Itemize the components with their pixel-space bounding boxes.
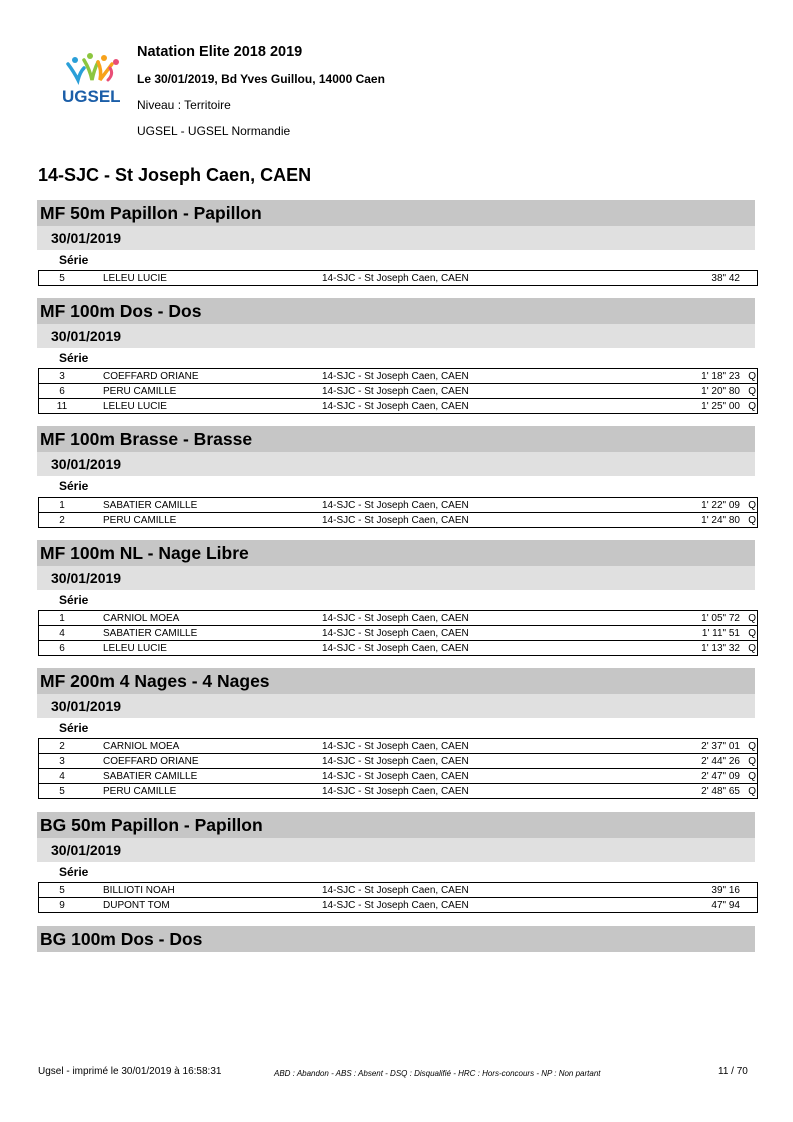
time: 2' 48" 65 — [701, 785, 740, 797]
place: 11 — [56, 400, 68, 412]
serie-label: Série — [59, 479, 89, 493]
swimmer-name: LELEU LUCIE — [103, 272, 167, 284]
club: 14-SJC - St Joseph Caen, CAEN — [322, 785, 469, 797]
results-table — [38, 882, 758, 913]
table-row — [39, 784, 758, 799]
table-row — [39, 769, 758, 784]
place: 1 — [59, 499, 65, 511]
qualified — [740, 898, 758, 913]
qualified: Q — [740, 611, 758, 626]
event-title: MF 200m 4 Nages - 4 Nages — [37, 668, 755, 694]
swimmer-name: PERU CAMILLE — [103, 384, 322, 399]
time: 2' 37" 01 — [656, 739, 740, 754]
event-title: BG 100m Dos - Dos — [37, 926, 755, 952]
qualified: Q — [748, 785, 756, 797]
club: 14-SJC - St Joseph Caen, CAEN — [322, 400, 469, 412]
print-info: Ugsel - imprimé le 30/01/2019 à 16:58:31 — [38, 1066, 222, 1077]
meet-organisation: UGSEL - UGSEL Normandie — [137, 124, 291, 138]
place: 2 — [59, 740, 65, 752]
club: 14-SJC - St Joseph Caen, CAEN — [322, 883, 656, 898]
swimmer-name: SABATIER CAMILLE — [103, 626, 322, 641]
swimmer-name: SABATIER CAMILLE — [103, 769, 322, 784]
time: 1' 25" 00 — [701, 400, 740, 412]
time: 1' 05" 72 — [656, 611, 740, 626]
results-table — [38, 368, 758, 414]
results-table — [38, 610, 758, 656]
time: 47" 94 — [711, 899, 740, 911]
legend: ABD : Abandon - ABS : Absent - DSQ : Disqualifié - HRC : Hors-concours - NP : Non partant — [274, 1069, 601, 1078]
qualified: Q — [748, 400, 756, 412]
serie-label: Série — [59, 865, 89, 879]
ugsel-logo — [60, 50, 130, 106]
qualified: Q — [740, 384, 758, 399]
event-date: 30/01/2019 — [37, 694, 755, 718]
event-date: 30/01/2019 — [37, 566, 755, 590]
event-date: 30/01/2019 — [37, 452, 755, 476]
place: 5 — [59, 272, 65, 284]
event-date: 30/01/2019 — [37, 226, 755, 250]
time: 38" 42 — [711, 272, 740, 284]
table-row — [39, 513, 758, 528]
place: 5 — [59, 785, 65, 797]
club: 14-SJC - St Joseph Caen, CAEN — [322, 498, 656, 513]
table-row — [39, 271, 758, 286]
swimmer-name: COEFFARD ORIANE — [103, 369, 322, 384]
serie-label: Série — [59, 593, 89, 607]
time: 2' 44" 26 — [656, 754, 740, 769]
swimmer-name: LELEU LUCIE — [103, 642, 167, 654]
club: 14-SJC - St Joseph Caen, CAEN — [322, 369, 656, 384]
club: 14-SJC - St Joseph Caen, CAEN — [322, 769, 656, 784]
event-title: MF 50m Papillon - Papillon — [37, 200, 755, 226]
place: 4 — [59, 770, 65, 782]
time: 39" 16 — [656, 883, 740, 898]
place: 5 — [59, 884, 65, 896]
table-row — [39, 898, 758, 913]
place: 4 — [59, 627, 65, 639]
results-table — [38, 497, 758, 528]
serie-label: Série — [59, 253, 89, 267]
place: 6 — [59, 642, 65, 654]
page-number: 11 / 70 — [718, 1066, 748, 1077]
table-row — [39, 611, 758, 626]
event-date: 30/01/2019 — [37, 838, 755, 862]
club: 14-SJC - St Joseph Caen, CAEN — [322, 514, 469, 526]
swimmer-name: SABATIER CAMILLE — [103, 498, 322, 513]
qualified: Q — [740, 769, 758, 784]
swimmer-name: CARNIOL MOEA — [103, 611, 322, 626]
place: 3 — [59, 755, 65, 767]
club: 14-SJC - St Joseph Caen, CAEN — [322, 899, 469, 911]
swimmer-name: BILLIOTI NOAH — [103, 883, 322, 898]
table-row — [39, 369, 758, 384]
swimmer-name: PERU CAMILLE — [103, 514, 177, 526]
place: 6 — [59, 385, 65, 397]
table-row — [39, 626, 758, 641]
time: 1' 13" 32 — [701, 642, 740, 654]
swimmer-name: PERU CAMILLE — [103, 785, 177, 797]
time: 1' 24" 80 — [701, 514, 740, 526]
club: 14-SJC - St Joseph Caen, CAEN — [322, 642, 469, 654]
meet-title: Natation Elite 2018 2019 — [137, 44, 303, 60]
time: 1' 11" 51 — [656, 626, 740, 641]
meet-date-place: Le 30/01/2019, Bd Yves Guillou, 14000 Caen — [137, 72, 385, 86]
results-table — [38, 738, 758, 799]
qualified: Q — [740, 626, 758, 641]
qualified: Q — [740, 739, 758, 754]
results-table — [38, 270, 758, 286]
club: 14-SJC - St Joseph Caen, CAEN — [322, 272, 469, 284]
swimmer-name: COEFFARD ORIANE — [103, 754, 322, 769]
place: 2 — [59, 514, 65, 526]
serie-label: Série — [59, 721, 89, 735]
club: 14-SJC - St Joseph Caen, CAEN — [322, 626, 656, 641]
table-row — [39, 498, 758, 513]
club: 14-SJC - St Joseph Caen, CAEN — [322, 754, 656, 769]
club-title: 14-SJC - St Joseph Caen, CAEN — [38, 165, 312, 185]
swimmer-name: LELEU LUCIE — [103, 400, 167, 412]
table-row — [39, 399, 758, 414]
qualified: Q — [740, 754, 758, 769]
table-row — [39, 883, 758, 898]
swimmer-name: CARNIOL MOEA — [103, 739, 322, 754]
club: 14-SJC - St Joseph Caen, CAEN — [322, 739, 656, 754]
qualified — [740, 883, 758, 898]
swimmer-name: DUPONT TOM — [103, 899, 170, 911]
event-title: BG 50m Papillon - Papillon — [37, 812, 755, 838]
meet-level: Niveau : Territoire — [137, 98, 231, 112]
logo-text: UGSEL — [62, 87, 121, 106]
club: 14-SJC - St Joseph Caen, CAEN — [322, 611, 656, 626]
table-row — [39, 739, 758, 754]
time: 1' 18" 23 — [656, 369, 740, 384]
place: 1 — [59, 612, 65, 624]
qualified: Q — [740, 498, 758, 513]
table-row — [39, 641, 758, 656]
club: 14-SJC - St Joseph Caen, CAEN — [322, 384, 656, 399]
event-date: 30/01/2019 — [37, 324, 755, 348]
place: 3 — [59, 370, 65, 382]
time: 2' 47" 09 — [656, 769, 740, 784]
table-row — [39, 384, 758, 399]
serie-label: Série — [59, 351, 89, 365]
event-title: MF 100m Brasse - Brasse — [37, 426, 755, 452]
place: 9 — [59, 899, 65, 911]
time: 1' 20" 80 — [656, 384, 740, 399]
qualified: Q — [748, 642, 756, 654]
qualified: Q — [740, 369, 758, 384]
qualified: Q — [748, 514, 756, 526]
time: 1' 22" 09 — [656, 498, 740, 513]
qualified — [740, 271, 758, 286]
event-title: MF 100m NL - Nage Libre — [37, 540, 755, 566]
table-row — [39, 754, 758, 769]
event-title: MF 100m Dos - Dos — [37, 298, 755, 324]
